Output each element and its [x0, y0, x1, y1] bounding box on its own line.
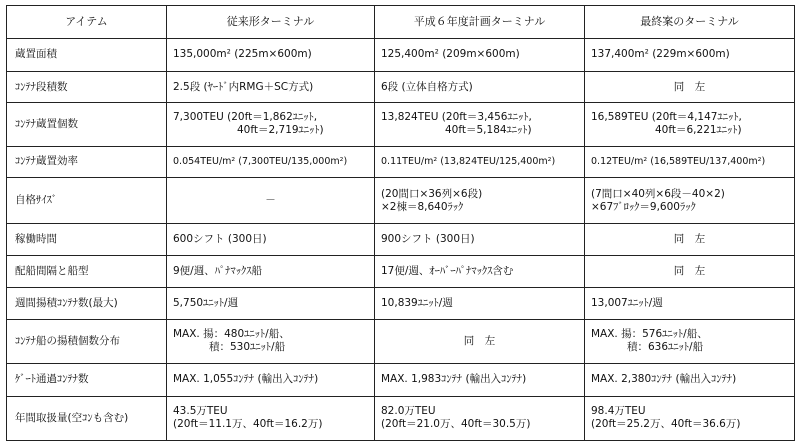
row-label: 週間揚積ｺﾝﾃﾅ数(最大)	[7, 288, 167, 320]
cell-line: MAX. 揚：576ﾕﾆｯﾄ/船、	[591, 328, 708, 341]
table-row	[7, 288, 795, 320]
cell-line: 98.4万TEU	[591, 405, 646, 418]
cell-line: (7間口×40列×6段－40×2)	[591, 187, 725, 200]
table-row	[7, 256, 795, 288]
cell-final: MAX. 2,380ｺﾝﾃﾅ (輸出入ｺﾝﾃﾅ)	[585, 363, 795, 396]
cell-line: MAX. 揚：480ﾕﾆｯﾄ/船、	[173, 328, 290, 341]
header-conventional: 従来形ターミナル	[167, 6, 375, 39]
cell-conventional: MAX. 1,055ｺﾝﾃﾅ (輸出入ｺﾝﾃﾅ)	[167, 363, 375, 396]
row-label: ｺﾝﾃﾅ段積数	[7, 71, 167, 103]
terminal-comparison-table	[6, 5, 795, 441]
cell-plan-h6	[375, 178, 585, 224]
header-row	[7, 6, 795, 39]
cell-conventional: 0.054TEU/m² (7,300TEU/135,000m²)	[167, 146, 375, 178]
cell-line: 82.0万TEU	[381, 405, 436, 418]
cell-line: 積：636ﾕﾆｯﾄ/船	[627, 341, 704, 354]
cell-final: 同 左	[585, 71, 795, 103]
cell-final: 0.12TEU/m² (16,589TEU/137,400m²)	[585, 146, 795, 178]
row-label: 蔵置面積	[7, 38, 167, 71]
cell-line: (20間口×36列×6段)	[381, 187, 483, 200]
cell-line: 40ft＝5,184ﾕﾆｯﾄ)	[445, 124, 532, 137]
row-label: ｹﾞｰﾄ通過ｺﾝﾃﾅ数	[7, 363, 167, 396]
cell-line: 7,300TEU (20ft＝1,862ﾕﾆｯﾄ,	[173, 111, 318, 124]
table-row	[7, 146, 795, 178]
cell-final	[585, 319, 795, 363]
table-row	[7, 224, 795, 256]
cell-conventional	[167, 396, 375, 440]
row-label: ｺﾝﾃﾅ蔵置個数	[7, 103, 167, 146]
cell-plan-h6: 10,839ﾕﾆｯﾄ/週	[375, 288, 585, 320]
cell-line: (20ft＝11.1万、40ft＝16.2万)	[173, 418, 323, 431]
table-row	[7, 71, 795, 103]
cell-conventional	[167, 319, 375, 363]
row-label: ｺﾝﾃﾅ船の揚積個数分布	[7, 319, 167, 363]
cell-final: 137,400m² (229m×600m)	[585, 38, 795, 71]
header-plan-h6: 平成６年度計画ターミナル	[375, 6, 585, 39]
table-row	[7, 103, 795, 146]
table-row	[7, 396, 795, 440]
cell-plan-h6: 17便/週、ｵｰﾊﾞｰﾊﾟﾅﾏｯｸｽ含む	[375, 256, 585, 288]
cell-plan-h6: 6段 (立体自格方式)	[375, 71, 585, 103]
cell-conventional: 2.5段 (ﾔｰﾄﾞ内RMG＋SC方式)	[167, 71, 375, 103]
cell-plan-h6: 125,400m² (209m×600m)	[375, 38, 585, 71]
cell-line: 40ft＝6,221ﾕﾆｯﾄ)	[655, 124, 742, 137]
cell-line: 16,589TEU (20ft＝4,147ﾕﾆｯﾄ,	[591, 111, 742, 124]
cell-conventional: －	[167, 178, 375, 224]
cell-final	[585, 103, 795, 146]
header-item: アイテム	[7, 6, 167, 39]
cell-final: 同 左	[585, 224, 795, 256]
row-label: ｺﾝﾃﾅ蔵置効率	[7, 146, 167, 178]
cell-final: 13,007ﾕﾆｯﾄ/週	[585, 288, 795, 320]
cell-line: 43.5万TEU	[173, 405, 228, 418]
row-label: 年間取扱量(空ｺﾝも含む)	[7, 396, 167, 440]
cell-line: (20ft＝21.0万、40ft＝30.5万)	[381, 418, 531, 431]
cell-plan-h6: 0.11TEU/m² (13,824TEU/125,400m²)	[375, 146, 585, 178]
table-row	[7, 363, 795, 396]
cell-line: ×67ﾌﾞﾛｯｸ＝9,600ﾗｯｸ	[591, 200, 696, 213]
row-label: 自格ｻｲｽﾞ	[7, 178, 167, 224]
row-label: 配船間隔と船型	[7, 256, 167, 288]
cell-line: 40ft＝2,719ﾕﾆｯﾄ)	[237, 124, 324, 137]
cell-final	[585, 178, 795, 224]
cell-line: ×2棟＝8,640ﾗｯｸ	[381, 200, 464, 213]
cell-final: 同 左	[585, 256, 795, 288]
cell-line: 13,824TEU (20ft＝3,456ﾕﾆｯﾄ,	[381, 111, 532, 124]
cell-conventional: 600シフト (300日)	[167, 224, 375, 256]
cell-plan-h6	[375, 396, 585, 440]
table-row	[7, 319, 795, 363]
cell-final	[585, 396, 795, 440]
cell-line: 積：530ﾕﾆｯﾄ/船	[209, 341, 286, 354]
table-row	[7, 38, 795, 71]
cell-conventional: 135,000m² (225m×600m)	[167, 38, 375, 71]
cell-conventional: 5,750ﾕﾆｯﾄ/週	[167, 288, 375, 320]
cell-plan-h6	[375, 103, 585, 146]
cell-plan-h6: 同 左	[375, 319, 585, 363]
cell-conventional: 9便/週、ﾊﾟﾅﾏｯｸｽ船	[167, 256, 375, 288]
table-row	[7, 178, 795, 224]
cell-plan-h6: 900シフト (300日)	[375, 224, 585, 256]
cell-conventional	[167, 103, 375, 146]
cell-line: (20ft＝25.2万、40ft＝36.6万)	[591, 418, 741, 431]
row-label: 稼働時間	[7, 224, 167, 256]
cell-plan-h6: MAX. 1,983ｺﾝﾃﾅ (輸出入ｺﾝﾃﾅ)	[375, 363, 585, 396]
header-final: 最終案のターミナル	[585, 6, 795, 39]
